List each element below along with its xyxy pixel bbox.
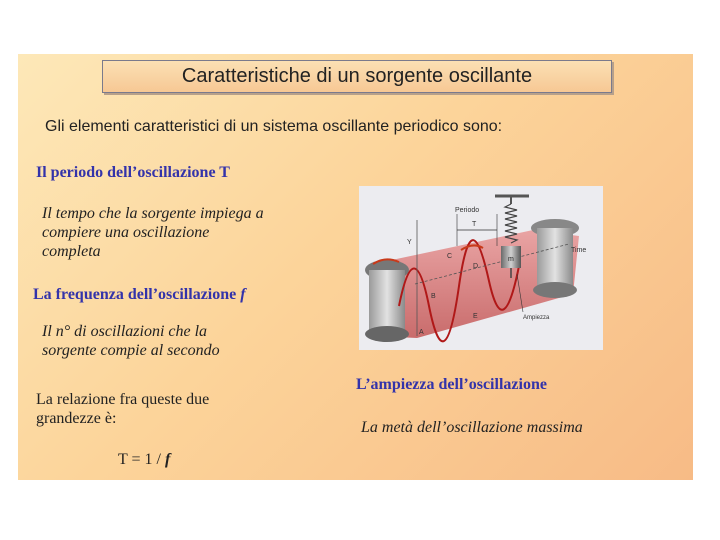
relation-text-line: La relazione fra queste due — [36, 391, 210, 408]
oscillation-figure — [359, 186, 603, 350]
amplitude-description: La metà dell’oscillazione massima — [361, 419, 583, 436]
right-roll — [537, 228, 573, 290]
period-description — [42, 204, 264, 261]
period-description-line: completa — [42, 243, 101, 260]
period-description-line: Il tempo che la sorgente impiega a — [42, 205, 264, 222]
frequency-symbol: f — [240, 286, 246, 303]
formula-symbol: f — [164, 451, 171, 468]
right-roll-bottom — [533, 282, 577, 298]
label-m: m — [508, 256, 514, 263]
relation-text-line: grandezze è: — [36, 410, 117, 427]
intro-text: Gli elementi caratteristici di un sistema oscillante periodico sono: — [45, 118, 503, 135]
slide — [18, 54, 693, 480]
period-description-line: compiere una oscillazione — [42, 224, 210, 241]
label-periodo: Periodo — [455, 207, 480, 214]
slide-title: Caratteristiche di un sorgente oscillante — [102, 60, 612, 93]
formula-text: T = 1 / — [118, 451, 165, 468]
relation-text — [36, 390, 209, 428]
frequency-description — [42, 322, 220, 360]
oscillation-diagram — [359, 186, 603, 350]
frequency-description-line: sorgente compie al secondo — [42, 342, 220, 359]
label-c: C — [447, 253, 453, 260]
label-d: D — [473, 263, 479, 270]
frequency-description-line: Il n° di oscillazioni che la — [42, 323, 208, 340]
label-b: B — [431, 293, 436, 300]
label-t: T — [472, 221, 477, 228]
amplitude-heading: L’ampiezza dell’oscillazione — [356, 376, 547, 393]
period-heading: Il periodo dell’oscillazione T — [36, 164, 230, 181]
frequency-heading — [33, 286, 246, 304]
label-a: A — [419, 329, 424, 336]
label-y: Y — [407, 239, 412, 246]
label-ampiezza: Ampiezza — [523, 315, 550, 321]
label-time: Time — [571, 247, 587, 254]
relation-formula — [118, 450, 170, 469]
left-roll-bottom — [365, 326, 409, 342]
label-e: E — [473, 313, 478, 320]
frequency-heading-text: La frequenza dell’oscillazione — [33, 286, 241, 303]
